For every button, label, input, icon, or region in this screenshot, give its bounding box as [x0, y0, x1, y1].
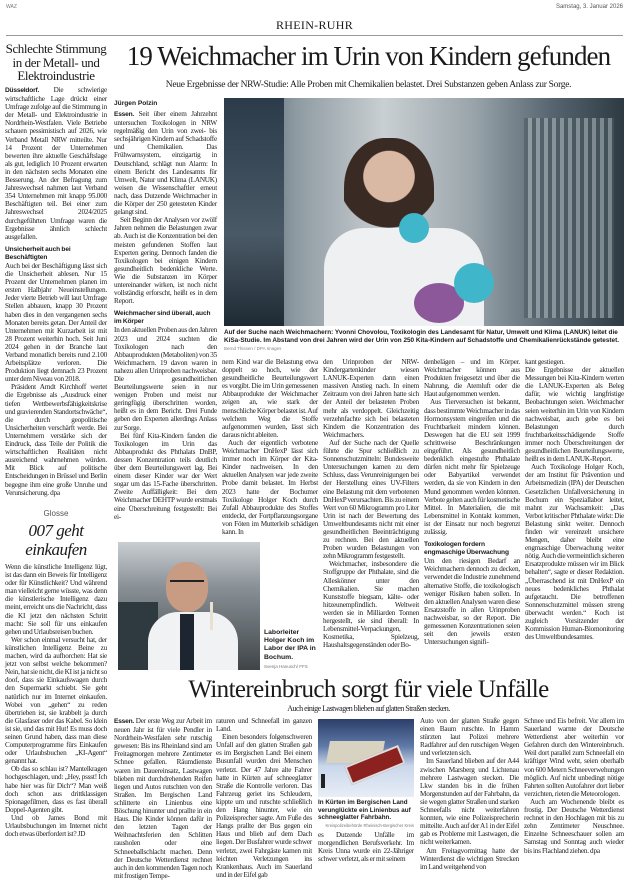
- dateline: Essen.: [114, 111, 135, 118]
- paragraph-text: Auf der Suche nach der Quelle führte die Spur schließlich zu Sonnenschutzmitteln: Bundesweite Untersuchungen kamen zu dem Schluss, dass Verunreinigungen bei der Herstellung eines UV-Filters eine Belastung mit dem verbotenen DnHexP verursachten. Bis zu einem Wert von 60 Mikrogramm pro Liter Urin ist nach der Bewertung des Umweltbundesamts nicht mit einer gesundheitlichen Beeinträchtigung zu rechnen. Bei den aktuellen Proben wurden Belastungen von zehn Mikrogramm festgestellt.: [323, 438, 419, 561]
- paragraph-text: Auch am Wochenende bleibt es frostig. Der Deutsche Wetterdienst rechnet in den Hochlagen mit bis zu zehn Zentimeter Neuschnee. Einzelne Schneeschauer sollen am Samstag und Sonntag auch wieder bis ins Flachland ziehen. dpa: [524, 797, 624, 855]
- paragraph-text: Auto von der glatten Straße gegen einen Baum rutschte. In Hamm stürzten laut Polizei mehrere Radfahrer auf den rutschigen Wegen und verletzten sich.: [420, 717, 519, 758]
- paragraph-text: Auch Toxikologe Holger Koch, der am Institut für Prävention und Arbeitsmedizin (IPA) der Deutschen Gesetzlichen Unfallversicherung in Bochum ein Speziallabor leitet, mahnt zur Wachsamkeit: „Das Verbot kritischer Phthalate wirkt: Die Belastung sinkt weiter. Dennoch finden wir vereinzelt unsichere Mengen, daher bleibt eine engmaschige Überwachung weiter nötig. Auch die vermeintlich sicheren Ersatzprodukte müssen wir im Blick behalten“, sagte er dieser Redaktion. „Überraschend ist mit DnHexP ein neues bedenkliches Phthalat aufgetaucht. Die betroffenen Sonnenschutzmittel müssen streng überwacht werden.“ Koch ist zugleich Vorsitzender der Kommission Human-Biomonitoring des Umweltbundesamtes.: [525, 463, 624, 642]
- brief-headline: Schlechte Stimmung in der Metall- und Elektroindustrie: [5, 41, 107, 83]
- paragraph-text: Wer schon einmal versucht hat, der künstlichen Intelligenz Beine zu machen, wird da aufhorchen: Hat sie jetzt von selbst welche bekommen? Nein, hat sie nicht, die KI ist ja nicht so doof, dass sie Einkaufswagen durch den Supermarkt schiebt. Sie geht natürlich nur im Internet einkaufen. Wobei von „gehen“ zu reden übertrieben ist, sie krabbelt ja durch die Glasfaser oder das Kabel. So klein ist sie, und das mit Hut! Es muss doch seinen Grund haben, dass man diese Computerprogramme fürs Einkaufen oder Urlaubsbuchen „KI-Agent“ genannt hat.: [5, 635, 107, 766]
- glosse-body: [5, 563, 107, 838]
- paragraph-text: Auch bei der Beschäftigung lässt sich die Unsicherheit ablesen. Nur 15 Prozent der Unternehmen planen im ersten Halbjahr Neueinstellungen. Jeder vierte Betrieb will laut Umfrage Stellen abbauen, knapp 30 Prozent haben dies in den vergangenen sechs Monaten bereits getan. Der Anteil der Unternehmen mit Kurzarbeit ist mit 28 Prozent weiterhin hoch. Seit Juni 2024 gehen in der Branche laut Verband monatlich bereits rund 2.100 Arbeitsplätze verloren. Die Produktion liegt demnach 23 Prozent unter dem Niveau von 2018.: [5, 261, 107, 384]
- paragraph-text: Einen besonders folgenschweren Unfall auf den glatten Straßen gab es im Bergischen Land: Bei einem Busunfall wurden drei Menschen verletzt. Der 47 Jahre alte Fahrer hatte in Kürten auf schneeglatter Straße die Kontrolle verloren. Das Fahrzeug geriet ins Schleudern, kippte um und rutschte schließlich den Hang hinunter, wie ein Polizeisprecher sagte. Am Fuße des Hangs prallte der Bus gegen ein Haus und blieb auf dem Dach liegen. Der Busfahrer wurde schwer verletzt, zwei Fahrgäste kamen mit leichten Verletzungen ins Krankenhaus. Auch im Sauerland und in der Eifel gab: [216, 733, 312, 879]
- main-article-column-1: [114, 110, 217, 521]
- subheading: Toxikologen fordern engmaschige Überwachung: [424, 541, 509, 557]
- bus-accident-photo: [318, 719, 414, 797]
- paragraph: [222, 439, 318, 536]
- main-article-column-3: [323, 358, 419, 649]
- paragraph-text: Der erste Weg zur Arbeit im neuen Jahr ist für viele Pendler in Nordrhein-Westfalen sehr rutschig gewesen: Bis ins Rheinland sind am Freitagmorgen mehrere Zentimeter Schnee gefallen. Räumdienste waren im Dauereinsatz, Lastwagen blieben mit durchdrehenden Reifen liegen und Autos rutschten von den Straßen. Im Bergischen Land schlitterte ein Linienbus eine Böschung hinunter und prallte in ein Haus. Die Kinder können dafür in den letzten Tagen der Weihnachtsferien den Schlitten rausholen oder eine Schneeballschlacht machen. Denn der Deutsche Wetterdienst rechnet auch in den kommenden Tagen noch mit frostigen Tempe-: [114, 717, 212, 880]
- second-article-column-1: [114, 717, 212, 880]
- paragraph: [114, 216, 217, 305]
- second-article-column-2: [216, 717, 312, 879]
- paragraph: [216, 717, 312, 733]
- main-headline: 19 Weichmacher im Urin von Kindern gefunden: [126, 41, 611, 71]
- paragraph-text: Weichmacher, insbesondere die Stoffgruppe der Phthalate, sind die Alleskönner unter den Chemikalien. Sie machen Kunststoffe biegsam, kälte- oder hitzeunempfindlich. Weltweit werden sie in Milliarden Tonnen hergestellt, sie sind überall: In Lebensmittel-Verpackungen, Kosmetika, Spielzeug, Haushaltsgegenständen oder Bo-: [323, 560, 419, 650]
- paragraph-text: Im Sauerland blieben auf der A44 zwischen Marsberg und Lichtenau mehrere Lastwagen stecken. Die Lkw standen bis in die frühen Morgenstunden auf der Fahrbahn, da sie wegen glatter Straßen und starken Schneefalls nicht weiterfahren konnten, wie eine Polizeisprecherin mitteilte. Auch auf der A1 in der Eifel gab es Probleme mit Lastwagen, die nicht weiterkamen.: [420, 757, 519, 847]
- paragraph: [420, 847, 519, 871]
- bus-photo-caption: In Kürten im Bergischen Land verunglückte ein Linienbus auf schneeglatter Fahrbahn.: [318, 799, 411, 822]
- paragraph-text: Am Freitagvormittag hatte der Winterdienst die wichtigen Strecken im Land weitgehend von: [420, 846, 519, 871]
- paragraph: [424, 398, 520, 536]
- lab-photo-toxicologist: [224, 98, 624, 326]
- glosse-headline: 007 geht einkaufen: [25, 521, 87, 559]
- paragraph-text: Um den riesigen Bedarf an Weichmachern dennoch zu decken, verwendet die Industrie zunehmend alternative Stoffe, die toxikologisch weniger Risiken haben sollen. In den aktuellen Analysen waren diese Ersatzstoffe in allen Urinproben nachweisbar, so der Report. Die gemessenen Konzentrationen seien seit den jeweils ersten Untersuchungen signifi-: [424, 557, 520, 647]
- paragraph: [323, 358, 419, 439]
- paragraph: [420, 757, 519, 846]
- main-article-column-4: [424, 358, 520, 646]
- paragraph: [424, 557, 520, 646]
- paragraph-text: nem Kind war die Belastung etwa doppelt so hoch, wie der gesundheitliche Beurteilungswert es vorgibt. Die im Urin gemessenen Abbauprodukte der Weichmacher zeigen an, wie stark der menschliche Körper belastet ist. Auf welchem Weg die Stoffe aufgenommen wurden, lässt sich daraus nicht ableiten.: [222, 358, 318, 439]
- second-article-column-4: [420, 717, 519, 871]
- paragraph: [5, 636, 107, 766]
- lab-photo-holger-koch: [118, 542, 260, 670]
- paragraph-text: Und ob James Bond mit Urlaubsbuchungen im Internet nicht doch etwas überfordert ist? JD: [5, 813, 107, 839]
- paragraph-text: Bei fünf Kita-Kindern fanden die Toxikologen im Urin das Abbauprodukt des Phthalats DnBP, dessen Konzentration teils deutlich über dem Beurteilungswert lag. Bei einem dieser Kinder war der Wert sogar um das 15-Fache überschritten. Zweite Auffälligkeit: Bei dem Weichmacher DEHTP wurde erstmals eine Überschreitung festgestellt: Bei ei-: [114, 431, 217, 521]
- paragraph-text: Ob das so schlau ist? Mantelkragen hochgeschlagen, und: „Hey, pssst! Ich habe hier was für Dich“? Man weiß doch schon aus drittklassigen Spionagefilmen, dass es fast überall Doppel-Agenten gibt.: [5, 765, 107, 814]
- header-rule: [6, 35, 623, 36]
- paragraph-text: In den aktuellen Proben aus den Jahren 2023 und 2024 suchten die Toxikologen nach den Abbauprodukten (Metaboliten) von 35 Weichmachern. 19 davon waren in nahezu allen Urinproben nachweisbar. Die gesundheitlichen Beurteilungswerte seien in nur wenigen Proben und meist nur geringfügig überschritten worden, heißt es in dem Bericht. Drei Funde geben den Experten allerdings Anlass zur Sorge.: [114, 326, 217, 432]
- paragraph: [114, 432, 217, 521]
- paragraph: [525, 358, 624, 366]
- paragraph: [114, 326, 217, 431]
- paragraph: [424, 358, 520, 398]
- paper-name: WAZ: [6, 4, 17, 10]
- second-article-column-3: [318, 831, 414, 863]
- caption-text: Auf der Suche nach Weichmachern: Yvonni Chovolou, Toxikologin des Landesamt für Natur, Umwelt und Klima (LANUK) leitet die KiSa-Studie. Im Abstand von drei Jahren wird der Urin von 250 Kita-Kindern auf Schadstoffe und Chemikalienrückstände getestet.: [224, 329, 619, 344]
- main-article-column-5: [525, 358, 624, 641]
- glosse-kicker: Glosse: [43, 509, 69, 518]
- paragraph: [524, 717, 624, 798]
- paragraph: [216, 733, 312, 879]
- paragraph: [5, 765, 107, 814]
- paragraph: [420, 717, 519, 757]
- second-subheadline: Auch einige Lastwagen blieben auf glatten Straßen stecken.: [287, 704, 450, 713]
- paragraph: [525, 463, 624, 641]
- author-byline: Jürgen Polzin: [114, 100, 158, 107]
- dateline: Essen.: [114, 718, 135, 725]
- paragraph-text: Auch der eigentlich verbotene Weichmacher DnHexP lässt sich immer noch im Körper der Kita-Kinder nachweisen. In den aktuellen Analysen war jede zweite Probe damit belastet. Im Herbst 2023 hatte der Bochumer Toxikologe Holger Koch durch Zufall Abbauprodukte des Stoffes entdeckt, der Fortpflanzungsorgane von Föten im Mutterleib schädigen kann. In: [222, 438, 318, 536]
- paragraph-text: Seit Beginn der Analysen vor zwölf Jahren nehmen die Belastungen zwar ab. Auch ist die Konzentration bei den meisten gefundenen Stoffen laut Experten gering. Dennoch fanden die Toxikologen bei einigen Kindern gesundheitlich bedenkliche Werte. Wie die Substanzen im Körper untereinander wirken, ist noch nicht vollständig erforscht, heißt es in dem Report.: [114, 216, 217, 306]
- koch-photo-credit: Svenja Hanusch/ FFS: [264, 664, 308, 669]
- paragraph-text: den Urinproben der NRW-Kindergartenkinder wiesen LANUK-Experten dann einen massiven Anstieg nach. In einem Zeitraum von drei Jahren hatte sich der Anteil der belasteten Proben mehr als verdoppelt. Gleichzeitig verzehnfachte sich bei belasteten Kindern die Konzentration des Weichmachers.: [323, 358, 419, 439]
- paragraph: [323, 560, 419, 649]
- paragraph-text: Die schwierige wirtschaftliche Lage drückt einer Umfrage zufolge auf die Stimmung in der Metall- und Elektroindustrie in Nordrhein-Westfalen. Viele Betriebe schauen pessimistisch auf 2026, wie Verband Metall NRW mitteilte. Nur 14 Prozent der Unternehmen bewerten ihre aktuelle Geschäftslage als gut, lediglich 10 Prozent erwarten in den nächsten sechs Monaten eine Besserung. An der Befragung zum Jahreswechsel nahmen laut Verband 354 Unternehmen mit knapp 95.000 Beschäftigten teil. Bei einer zum Jahreswechsel 2024/2025 durchgeführten Umfrage waren die Ergebnisse ähnlich schlecht ausgefallen.: [5, 86, 107, 241]
- main-photo-caption: [224, 329, 624, 353]
- paragraph: [5, 86, 107, 241]
- koch-photo-caption: Laborleiter Holger Koch im Labor der IPA in Bochum.: [264, 629, 316, 661]
- main-article-column-2: [222, 358, 318, 536]
- paragraph-text: denbelägen – und im Körper. Weichmacher können aus Produkten freigesetzt und über die Nahrung, die Atemluft oder die Haut aufgenommen werden.: [424, 358, 520, 399]
- brief-body: [5, 86, 107, 497]
- subheading: Weichmacher sind überall, auch im Körper: [114, 310, 211, 326]
- paragraph-text: Wenn die künstliche Intelligenz lügt, ist das dann ein Beweis für Intelligenz oder für Künstlichkeit? Und während man vielleicht gerne wüsste, was denn die künstlerische Intelligenz dazu meint, erreicht uns die Nachricht, dass die KI jetzt den nächsten Schritt macht: Sie soll für uns einkaufen gehen und Urlaubsreisen buchen.: [5, 563, 107, 636]
- dateline: Düsseldorf.: [5, 87, 40, 94]
- paragraph: [5, 383, 107, 496]
- main-subheadline: Neue Ergebnisse der NRW-Studie: Alle Proben mit Chemikalien belastet. Drei Substanzen geben Anlass zur Sorge.: [165, 80, 572, 90]
- paragraph: [525, 366, 624, 463]
- section-title: RHEIN-RUHR: [276, 18, 353, 32]
- paragraph-text: Seit über einem Jahrzehnt untersuchen Toxikologen in NRW regelmäßig den Urin von zwei- bis sechsjährigen Kindern auf Schadstoffe und Chemikalien. Das Frühwarnsystem, einzigartig in Deutschland, schlägt nun Alarm: In einem Bericht des Landesamts für Umwelt, Natur und Klima (LANUK) weisen die Wissenschaftler erneut nach, dass Dutzende Weichmacher in die Körper der 250 getesteten Kinder gelangt sind.: [114, 110, 217, 217]
- paragraph-text: Die Ergebnisse der aktuellen Messungen bei Kita-Kindern werten die LANUK-Experten als Beleg dafür, wie wichtig langfristige Beobachtungen seien. Weichmacher seien weiterhin im Urin von Kindern nachweisbar, auch gebe es bei Belastungen durch fruchtbarkeitsschädigende Stoffe immer noch Überschreitungen der gesundheitlichen Beurteilungswerte, heißt es in dem LANUK-Report.: [525, 366, 624, 464]
- paragraph-text: Präsident Arndt Kirchhoff wertet die Ergebnisse als „Ausdruck einer tiefen Wettbewerbsfähigkeitskrise und gravierenden Standortschwäche“, die durch geopolitische Unsicherheiten verschärft werde. Bei Unternehmern verstärke sich der Eindruck, dass Teile der Politik die wirtschaftlichen Realitäten nicht ausreichend wahrnehmen würden. Mit Blick auf politische Entscheidungen in Brüssel und Berlin begegne ihm eine große Unruhe und Verunsicherung. dpa: [5, 383, 107, 497]
- paragraph: [318, 831, 414, 863]
- issue-date: Samstag, 3. Januar 2026: [555, 4, 623, 10]
- paragraph: [114, 717, 212, 880]
- paragraph-text: kant gestiegen.: [525, 358, 565, 366]
- bus-photo-credit: Kreispolizeibehörde Rheinisch-Bergischer Kreis: [325, 823, 414, 828]
- paragraph: [524, 798, 624, 855]
- second-headline: Wintereinbruch sorgt für viele Unfälle: [188, 676, 549, 703]
- subheading: Unsicherheit auch bei Beschäftigten: [5, 245, 71, 261]
- paragraph: [114, 110, 217, 216]
- paragraph-text: raturen und Schneefall im ganzen Land.: [216, 717, 312, 734]
- paragraph-text: es Dutzende Unfälle im morgendlichen Berufsverkehr. Im Kreis Unna wurde ein 22-Jähriger schwer verletzt, als er mit seinem: [318, 831, 414, 864]
- paragraph: [5, 262, 107, 383]
- paragraph: [323, 439, 419, 560]
- paragraph: [5, 563, 107, 636]
- second-article-column-5: [524, 717, 624, 855]
- paragraph: [5, 814, 107, 838]
- paragraph-text: Aus Tierversuchen ist bekannt, dass bestimmte Weichmacher in das Hormonsystem eingreifen und die Fruchtbarkeit mindern können. Deswegen hat die EU seit 1999 schrittweise Beschränkungen eingeführt. Als gesundheitlich bedenklich eingestufte Phthalate dürfen nicht mehr für Spielzeuge oder Babyartikel verwendet werden, da sie von Kindern in den Mund genommen werden könnten. Verbote gelten auch für kosmetische Mittel. In Materialien, die mit Lebensmittel in Kontakt kommen, ist der Einsatz nur noch begrenzt zulässig.: [424, 398, 520, 536]
- paragraph-text: Schnee und Eis befreit. Vor allem im Sauerland warnte der Deutsche Wetterdienst aber weiterhin vor Gefahren durch den Wintereinbruch. Weil dort parallel zum Schneefall ein kräftiger Wind weht, seien oberhalb von 600 Metern Schneeverwehungen möglich. Auf nicht unbedingt nötige Fahrten sollten Autofahrer dort lieber verzichten, rieten die Meteorologen.: [524, 717, 624, 798]
- photo-credit: Bernd Thissen / DPA Images: [224, 346, 282, 351]
- paragraph: [222, 358, 318, 439]
